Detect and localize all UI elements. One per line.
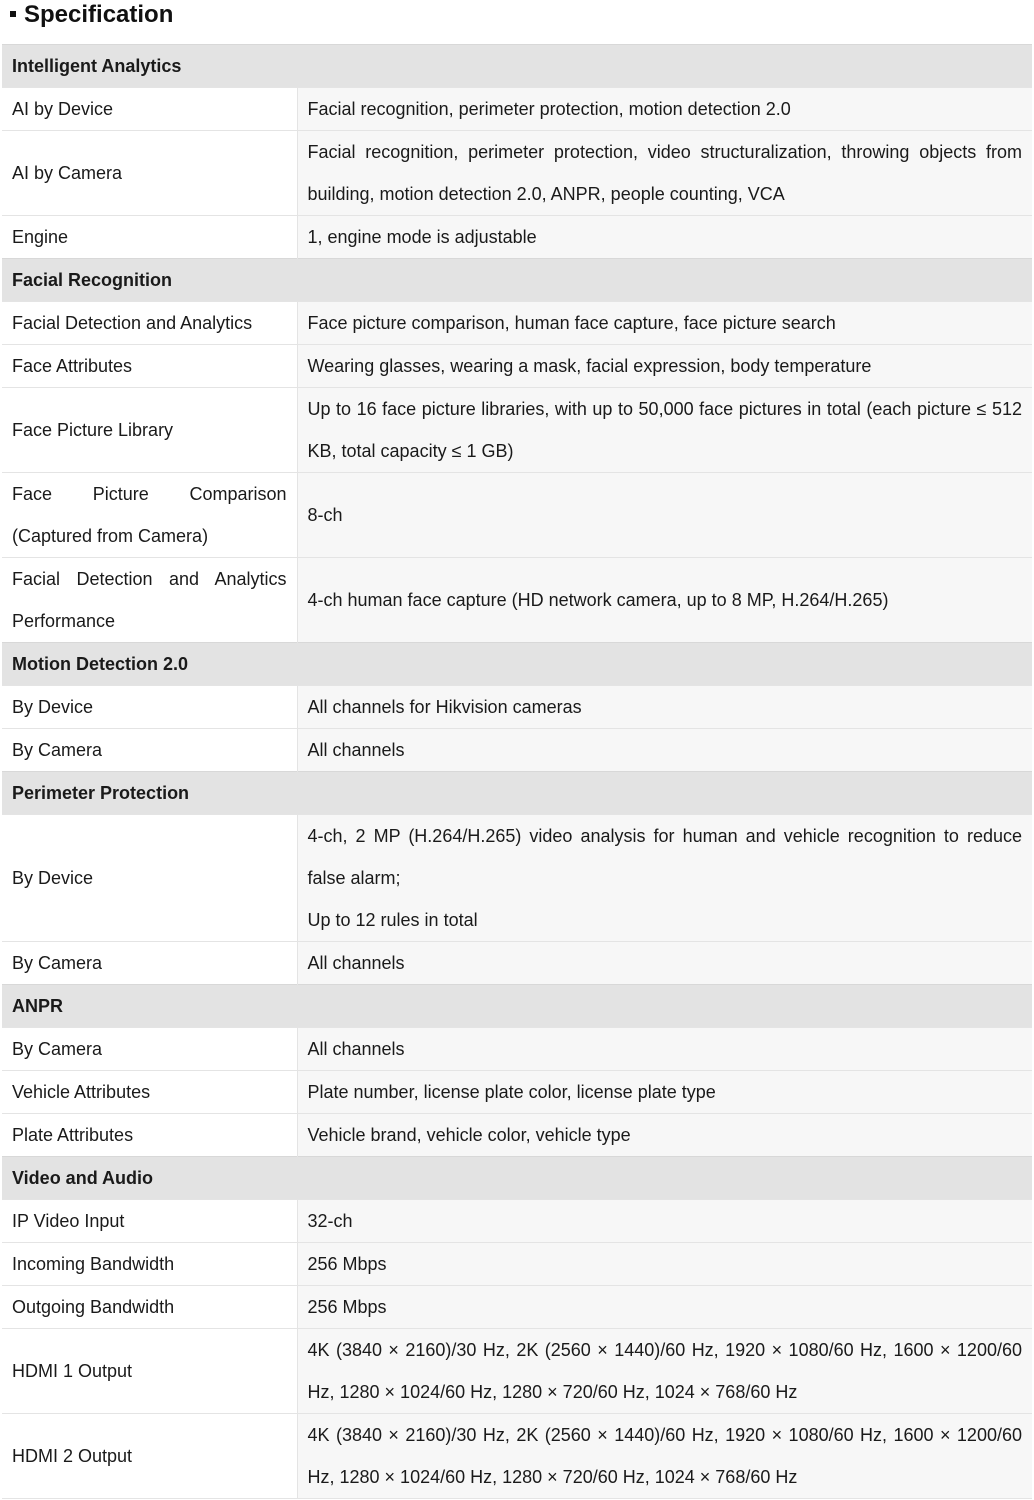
spec-value (297, 729, 1032, 772)
spec-label: Engine (2, 216, 297, 259)
spec-label: Facial Detection and Analytics Performance (2, 558, 297, 643)
section-header-row (2, 1157, 1032, 1200)
spec-value-text: All channels (307, 953, 405, 973)
spec-label: By Camera (2, 729, 297, 772)
spec-label: Outgoing Bandwidth (2, 1286, 297, 1329)
spec-value (297, 131, 1032, 216)
spec-value-text: Wearing glasses, wearing a mask, facial expression, body temperature (307, 356, 872, 376)
spec-label: HDMI 2 Output (2, 1414, 297, 1499)
spec-row (2, 1071, 1032, 1114)
spec-row (2, 815, 1032, 942)
spec-value (297, 1114, 1032, 1157)
spec-row (2, 88, 1032, 131)
spec-label: Face Picture Comparison (Captured from Camera) (2, 473, 297, 558)
spec-value-text: Plate number, license plate color, license plate type (307, 1082, 716, 1102)
spec-row (2, 1243, 1032, 1286)
spec-value (297, 686, 1032, 729)
spec-value-text: Face picture comparison, human face capture, face picture search (307, 313, 836, 333)
spec-value-text: Up to 16 face picture libraries, with up to 50,000 face pictures in total (each picture ≤ 512 KB, total capacity ≤ 1 GB) (307, 399, 1022, 461)
spec-value (297, 345, 1032, 388)
spec-value (297, 473, 1032, 558)
spec-value (297, 216, 1032, 259)
spec-value (297, 1028, 1032, 1071)
spec-value-text: 1, engine mode is adjustable (307, 227, 537, 247)
spec-label: IP Video Input (2, 1200, 297, 1243)
spec-value (297, 558, 1032, 643)
specification-table-body (2, 45, 1032, 1499)
section-header-row (2, 643, 1032, 686)
spec-value (297, 1329, 1032, 1414)
spec-value-text: All channels (307, 1039, 405, 1059)
section-header-row (2, 45, 1032, 88)
spec-value (297, 1414, 1032, 1499)
spec-label: Vehicle Attributes (2, 1071, 297, 1114)
spec-value (297, 302, 1032, 345)
specification-table (2, 44, 1032, 1499)
spec-row (2, 686, 1032, 729)
spec-label: By Camera (2, 942, 297, 985)
spec-label: Incoming Bandwidth (2, 1243, 297, 1286)
spec-value-text: All channels (307, 740, 405, 760)
spec-row (2, 1329, 1032, 1414)
spec-label: Face Picture Library (2, 388, 297, 473)
spec-value-text: Facial recognition, perimeter protection, motion detection 2.0 (307, 99, 791, 119)
spec-value-text: All channels for Hikvision cameras (307, 697, 582, 717)
section-header: Intelligent Analytics (2, 45, 1032, 88)
spec-value-text: 32-ch (307, 1211, 353, 1231)
section-header: Facial Recognition (2, 259, 1032, 302)
spec-row (2, 302, 1032, 345)
spec-row (2, 729, 1032, 772)
spec-value (297, 388, 1032, 473)
spec-value-text: 4K (3840 × 2160)/30 Hz, 2K (2560 × 1440)/60 Hz, 1920 × 1080/60 Hz, 1600 × 1200/60 Hz, 1280 × 1024/60 Hz, 1280 × 720/60 Hz, 1024 × 768/60 Hz (307, 1340, 1022, 1402)
spec-label: HDMI 1 Output (2, 1329, 297, 1414)
page-title (0, 0, 1034, 44)
spec-value-text: 256 Mbps (307, 1297, 387, 1317)
spec-row (2, 558, 1032, 643)
spec-value-text: 4-ch, 2 MP (H.264/H.265) video analysis for human and vehicle recognition to reduce false alarm; (307, 826, 1022, 888)
spec-row (2, 388, 1032, 473)
spec-label: Plate Attributes (2, 1114, 297, 1157)
spec-row (2, 345, 1032, 388)
spec-value-text: 8-ch (307, 505, 343, 525)
spec-value (297, 942, 1032, 985)
spec-value (297, 1200, 1032, 1243)
spec-value-text-line2: Up to 12 rules in total (307, 910, 478, 930)
spec-row (2, 131, 1032, 216)
spec-label: AI by Device (2, 88, 297, 131)
spec-row (2, 942, 1032, 985)
spec-row (2, 216, 1032, 259)
spec-value (297, 1286, 1032, 1329)
spec-value-text: 256 Mbps (307, 1254, 387, 1274)
page-title-text: Specification (24, 1, 174, 28)
spec-value-text: Facial recognition, perimeter protection, video structuralization, throwing objects from building, motion detection 2.0, ANPR, people counting, VCA (307, 142, 1022, 204)
section-header-row (2, 985, 1032, 1028)
bullet-icon (10, 11, 16, 17)
spec-label: AI by Camera (2, 131, 297, 216)
spec-row (2, 1114, 1032, 1157)
spec-value-text: 4-ch human face capture (HD network camera, up to 8 MP, H.264/H.265) (307, 590, 889, 610)
spec-value (297, 1243, 1032, 1286)
spec-row (2, 1414, 1032, 1499)
section-header: Motion Detection 2.0 (2, 643, 1032, 686)
spec-row (2, 1028, 1032, 1071)
spec-label: By Camera (2, 1028, 297, 1071)
spec-label: By Device (2, 815, 297, 942)
spec-row (2, 1286, 1032, 1329)
spec-row (2, 473, 1032, 558)
spec-value-text: 4K (3840 × 2160)/30 Hz, 2K (2560 × 1440)/60 Hz, 1920 × 1080/60 Hz, 1600 × 1200/60 Hz, 1280 × 1024/60 Hz, 1280 × 720/60 Hz, 1024 × 768/60 Hz (307, 1425, 1022, 1487)
spec-label: By Device (2, 686, 297, 729)
spec-row (2, 1200, 1032, 1243)
section-header: Video and Audio (2, 1157, 1032, 1200)
spec-label: Facial Detection and Analytics (2, 302, 297, 345)
spec-value (297, 88, 1032, 131)
spec-value (297, 815, 1032, 942)
section-header: ANPR (2, 985, 1032, 1028)
section-header-row (2, 772, 1032, 815)
spec-label: Face Attributes (2, 345, 297, 388)
spec-value-text: Vehicle brand, vehicle color, vehicle type (307, 1125, 631, 1145)
section-header-row (2, 259, 1032, 302)
section-header: Perimeter Protection (2, 772, 1032, 815)
spec-value (297, 1071, 1032, 1114)
